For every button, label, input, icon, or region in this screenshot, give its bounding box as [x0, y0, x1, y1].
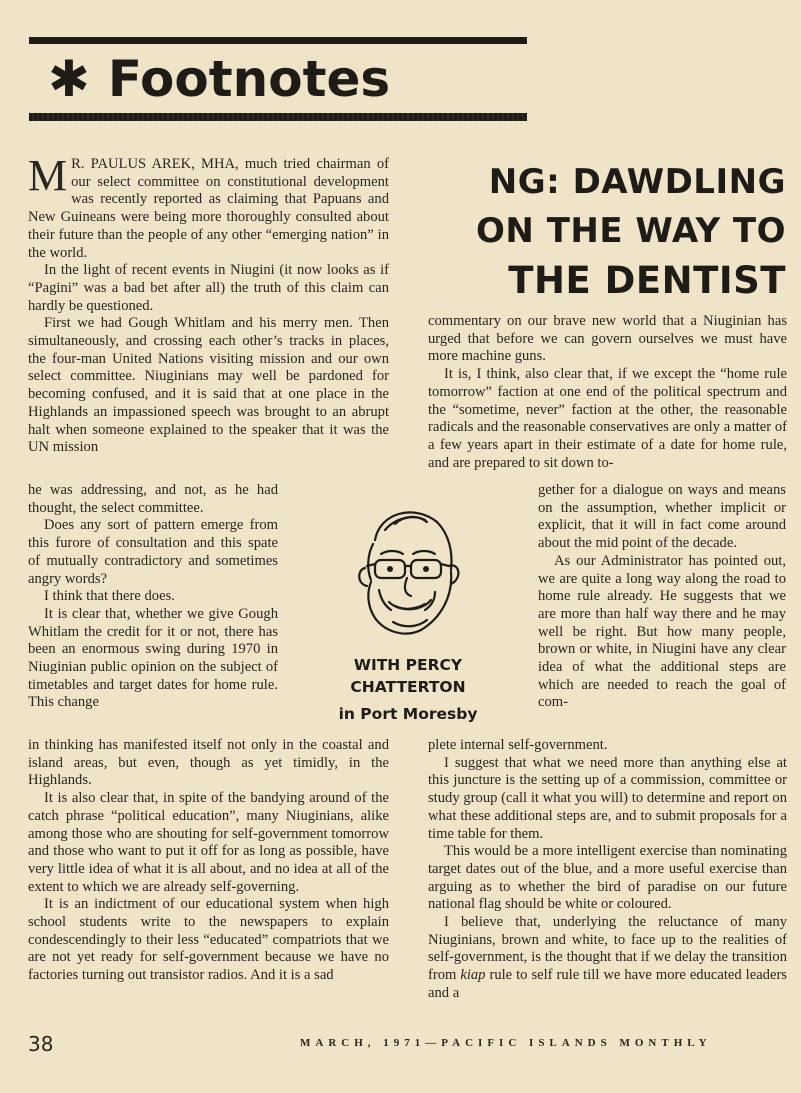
paragraph: I believe that, underlying the reluctance of many Niuginians, brown and white, to face up to the realities of self-government, is the thought that if we delay the transition from kiap rule to self rule till we have more educated leaders and a [428, 914, 787, 1001]
paragraph: First we had Gough Whitlam and his merry men. Then simultaneously, and crossing each other’s tracks in places, the four-man United Nations visiting mission and our own select committee. Niuginians may well be pardoned for becoming confused, and it is said that at one place in the Highlands an impassioned speech was brought to an abrupt halt when someone explained to the speaker that it was the UN mission [28, 315, 389, 456]
paragraph: It is clear that, whether we give Gough Whitlam the credit for it or not, there has been an enormous swing during 1970 in Niuginian public opinion on the subject of timetables and target dates for home rule. This change [28, 605, 278, 711]
paragraph: plete internal self-government. [428, 737, 608, 753]
header-rule-top [29, 37, 527, 44]
emphasis: kiap [460, 967, 486, 984]
paragraph: commentary on our brave new world that a Niuginian has urged that before we can govern ourselves we must have more machine guns. [428, 313, 787, 365]
paragraph: in thinking has manifested itself not only in the coastal and island areas, but even, though as yet timidly, in the Highlands. [28, 737, 389, 789]
paragraph: I suggest that what we need more than anything else at this juncture is the setting up of a commission, committee or study group (call it what you will) to determine and report on what these additional steps are, and to submit proposals for a time table for them. [428, 754, 787, 842]
author-location: in Port Moresby [338, 705, 478, 723]
paragraph: This would be a more intelligent exercise than nominating target dates out of the blue, and a more useful exercise than arguing as to whether the bird of paradise on our future national flag should be white or coloured. [428, 843, 787, 913]
article-column-right-bottom [428, 737, 787, 1003]
paragraph: M R. PAULUS AREK, MHA, much tried chairman of our select committee on constitutional development was recently reported as claiming that Papuans and New Guineans were being more thoroughly consulted about their future than the people of any other “emerging nation” in the world. [28, 151, 389, 261]
drop-cap: M [28, 151, 68, 200]
paragraph: As our Administrator has pointed out, we are quite a long way along the road to home rule already. He suggests that we are more than half way there and he may well be right. But how many people, brown or white, in Niugini have any clear idea of what the additional steps are which are needed to reach the goal of com- [538, 552, 786, 711]
article-column-left-top [28, 151, 389, 457]
caricature-portrait [345, 500, 465, 645]
author-name: WITH PERCY CHATTERTON [350, 656, 466, 696]
paragraph: In the light of recent events in Niugini (it now looks as if “Pagini” was a bad bet after all) the truth of this claim can hardly be questioned. [28, 262, 389, 314]
section-title: Footnotes [107, 50, 391, 108]
paragraph: It is an indictment of our educational system when high school students write to the newspapers to explain condescendingly to their less “educated” compatriots that we are not yet ready for self-government because we have no factories turning out transistor radios. And it is a sad [28, 896, 389, 984]
article-column-left-narrow [28, 482, 278, 712]
asterisk-icon: ✱ [48, 50, 90, 108]
article-column-right-narrow [538, 482, 786, 712]
headline-line: NG: DAWDLING [488, 162, 786, 202]
article-column-right-top [428, 313, 787, 472]
paragraph: he was addressing, and not, as he had thought, the select committee. [28, 482, 278, 516]
paragraph: I think that there does. [44, 588, 175, 605]
page-footer [28, 1032, 780, 1061]
header-rule-bottom [29, 113, 527, 121]
paragraph: Does any sort of pattern emerge from this furore of consultation and this spate of mutually contradictory and sometimes angry words? [28, 517, 278, 587]
headline-line: THE DENTIST [508, 259, 786, 302]
paragraph: gether for a dialogue on ways and means on the assumption, whether implicit or explicit, that it will in fact come around about the mid point of the decade. [538, 482, 786, 552]
section-heading [48, 48, 390, 110]
page-number: 38 [28, 1032, 54, 1056]
paragraph: It is also clear that, in spite of the bandying around of the catch phrase “political education”, many Niuginians, alike among those who are shouting for self-government tomorrow and those who want to put it off for as long as possible, have very little idea of what it is all about, and no idea at all of the extent to which we are already self-governing. [28, 790, 389, 895]
article-headline [430, 158, 786, 305]
byline [298, 654, 518, 726]
headline-line: ON THE WAY TO [476, 211, 786, 251]
publication-masthead: MARCH, 1971—PACIFIC ISLANDS MONTHLY [300, 1037, 712, 1049]
paragraph: It is, I think, also clear that, if we except the “home rule tomorrow” faction at one end of the political spectrum and the “sometime, never” faction at the other, the reasonable radicals and the reasonable conservatives are only a matter of a few years apart in their estimate of a date for home rule, and are prepared to sit down to- [428, 366, 787, 471]
article-column-left-bottom [28, 737, 389, 985]
